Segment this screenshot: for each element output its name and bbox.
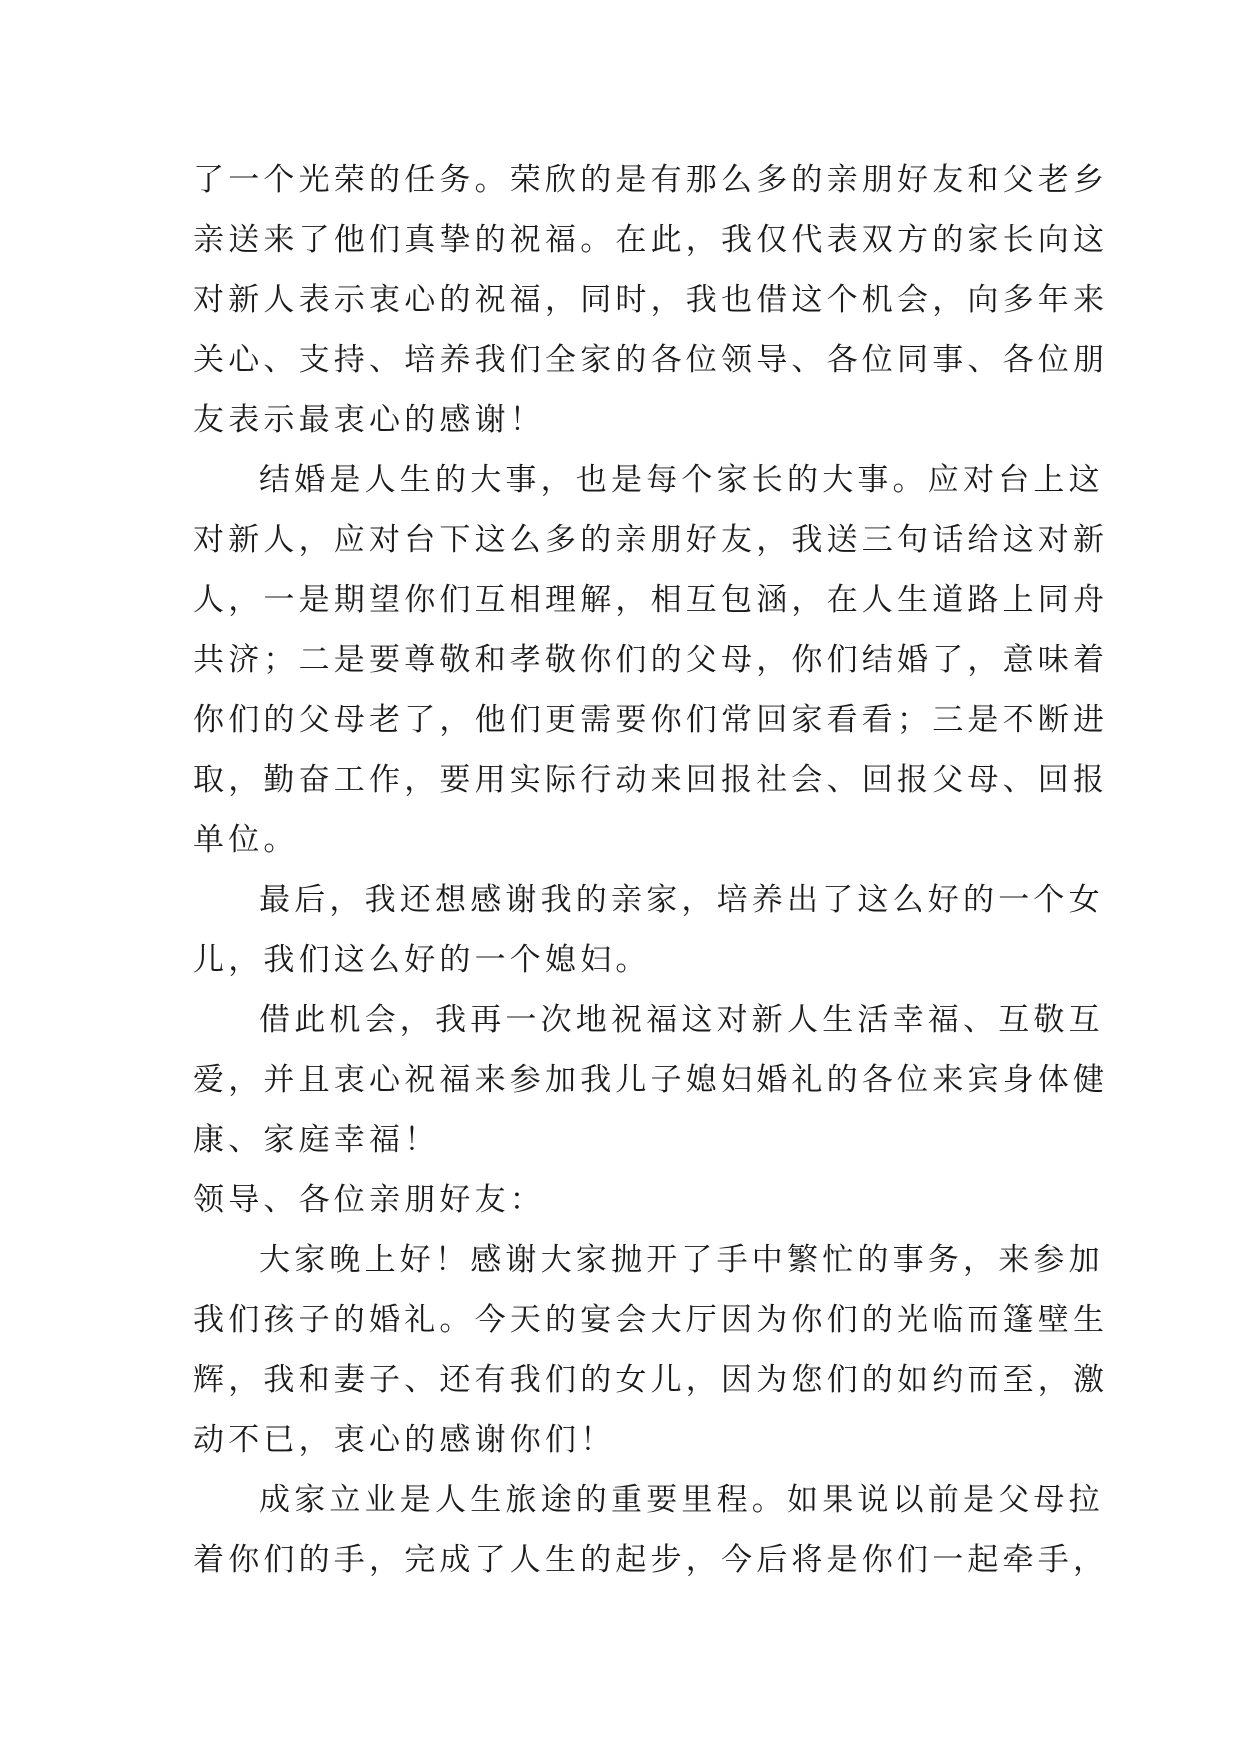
paragraph (193, 990, 1109, 1170)
salutation (193, 1170, 1053, 1230)
text-line: 对新人，应对台下这么多的亲朋好友，我送三句话给这对新 (193, 522, 1109, 558)
text-line: 儿，我们这么好的一个媳妇。 (193, 942, 651, 978)
text-line: 共济；二是要尊敬和孝敬你们的父母，你们结婚了，意味着 (193, 642, 1109, 678)
text-line: 你们的父母老了，他们更需要你们常回家看看；三是不断进 (193, 702, 1109, 738)
text-line: 取，勤奋工作，要用实际行动来回报社会、回报父母、回报 (193, 762, 1109, 798)
text-line: 爱，并且衷心祝福来参加我儿子媳妇婚礼的各位来宾身体健 (193, 1062, 1109, 1098)
text-line: 成家立业是人生旅途的重要里程。如果说以前是父母拉 (259, 1482, 1104, 1518)
paragraph (193, 1230, 1109, 1470)
text-line: 对新人表示衷心的祝福，同时，我也借这个机会，向多年来 (193, 282, 1109, 318)
text-line: 康、家庭幸福！ (193, 1122, 440, 1158)
text-line: 最后，我还想感谢我的亲家，培养出了这么好的一个女 (259, 882, 1104, 918)
document-body (193, 150, 1109, 1590)
text-line: 单位。 (193, 822, 299, 858)
text-line: 我们孩子的婚礼。今天的宴会大厅因为你们的光临而篷壁生 (193, 1302, 1109, 1338)
text-line: 大家晚上好！感谢大家抛开了手中繁忙的事务，来参加 (259, 1242, 1104, 1278)
text-line: 着你们的手，完成了人生的起步，今后将是你们一起牵手， (193, 1542, 1109, 1578)
text-line: 辉，我和妻子、还有我们的女儿，因为您们的如约而至，激 (193, 1362, 1109, 1398)
text-line: 了一个光荣的任务。荣欣的是有那么多的亲朋好友和父老乡 (193, 162, 1109, 198)
text-line: 亲送来了他们真挚的祝福。在此，我仅代表双方的家长向这 (193, 222, 1109, 258)
paragraph (193, 450, 1109, 870)
text-line: 友表示最衷心的感谢！ (193, 402, 545, 438)
paragraph (193, 150, 1109, 450)
text-line: 动不已，衷心的感谢你们！ (193, 1422, 616, 1458)
text-line: 结婚是人生的大事，也是每个家长的大事。应对台上这 (259, 462, 1104, 498)
paragraph (193, 870, 1104, 990)
text-line: 领导、各位亲朋好友： (193, 1182, 545, 1218)
paragraph (193, 1470, 1109, 1590)
text-line: 关心、支持、培养我们全家的各位领导、各位同事、各位朋 (193, 342, 1109, 378)
text-line: 借此机会，我再一次地祝福这对新人生活幸福、互敬互 (259, 1002, 1104, 1038)
text-line: 人，一是期望你们互相理解，相互包涵，在人生道路上同舟 (193, 582, 1109, 618)
